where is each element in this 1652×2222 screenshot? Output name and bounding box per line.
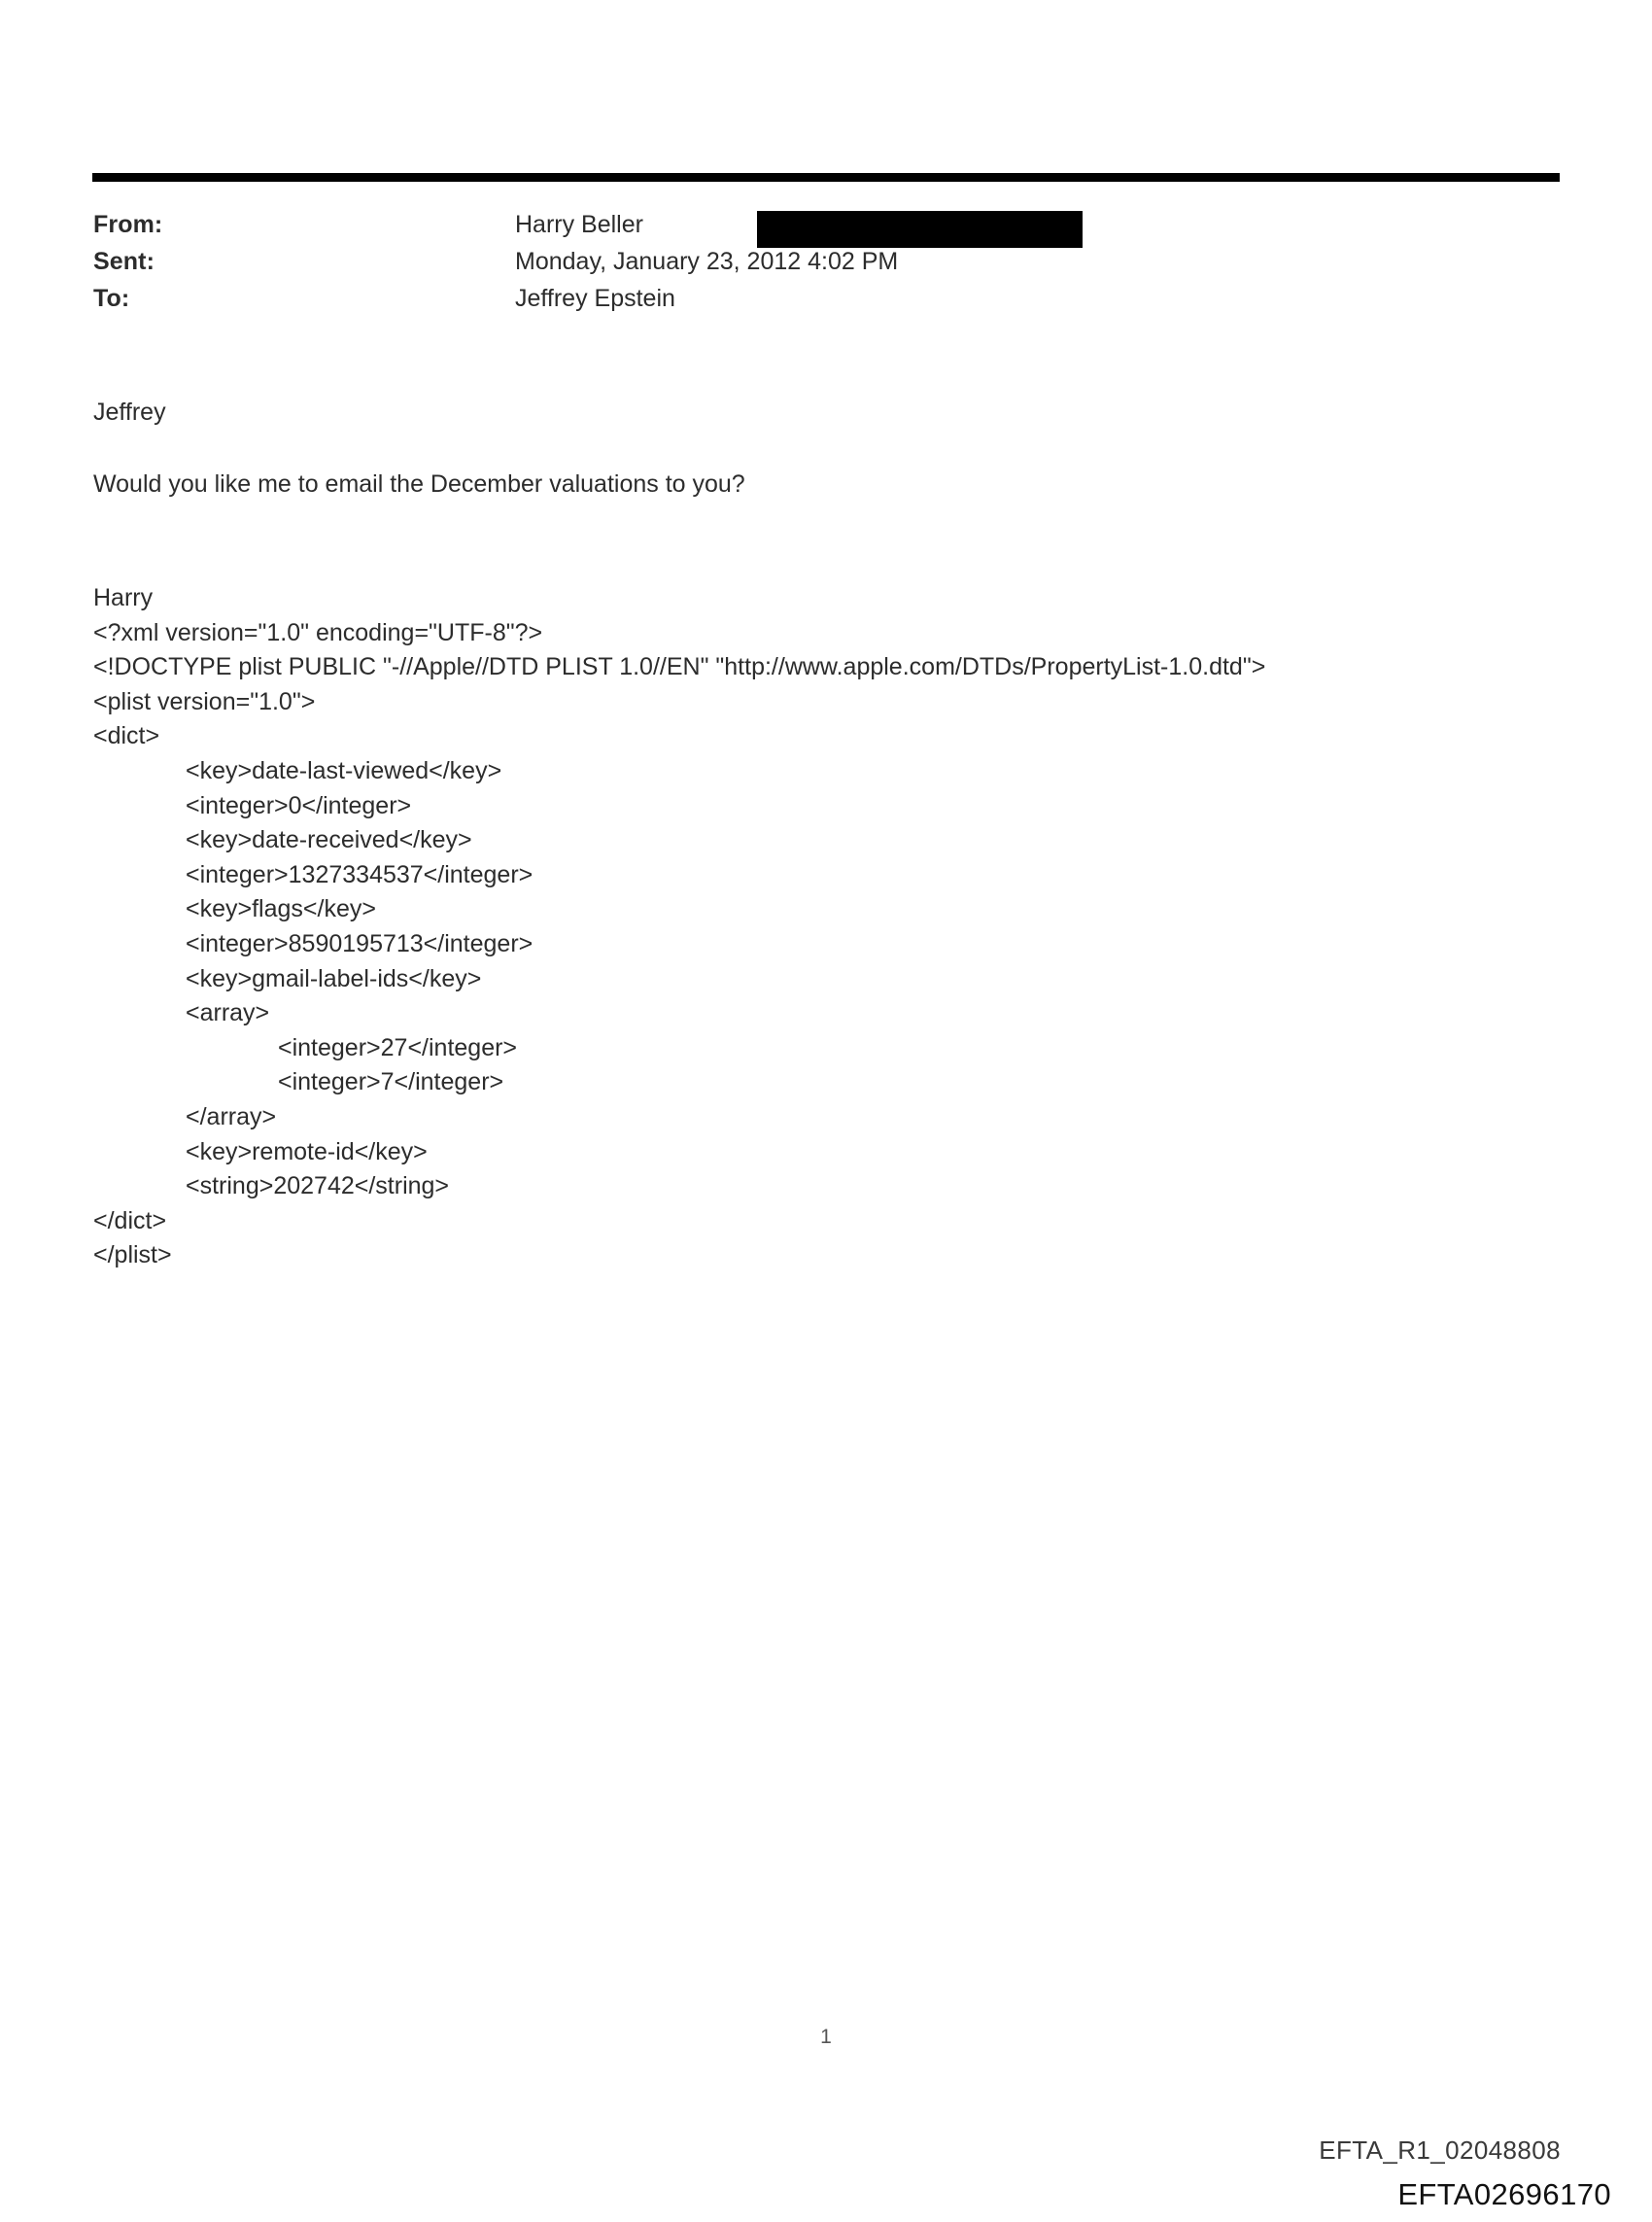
header-divider-rule <box>92 173 1560 182</box>
plist-line: <array> <box>186 999 270 1027</box>
body-salutation: Jeffrey <box>93 399 166 426</box>
plist-line: </dict> <box>93 1206 167 1234</box>
plist-line: <?xml version="1.0" encoding="UTF-8"?> <box>93 618 543 646</box>
header-row-from <box>93 206 1454 243</box>
plist-line: <string>202742</string> <box>186 1172 450 1200</box>
body-signature: Harry <box>93 584 154 611</box>
plist-line: <integer>8590195713</integer> <box>186 929 533 957</box>
plist-line: <key>gmail-label-ids</key> <box>186 964 482 992</box>
page-number: 1 <box>820 2026 832 2048</box>
plist-line: <integer>7</integer> <box>278 1068 504 1096</box>
from-value: Harry Beller <box>515 211 643 238</box>
sent-value: Monday, January 23, 2012 4:02 PM <box>515 248 899 275</box>
header-row-to <box>93 280 1454 317</box>
plist-line: </plist> <box>93 1241 172 1269</box>
plist-line: <integer>27</integer> <box>278 1033 518 1061</box>
plist-line: <!DOCTYPE plist PUBLIC "-//Apple//DTD PLIST 1.0//EN" "http://www.apple.com/DTDs/PropertyList-1.0.dtd"> <box>93 653 1266 681</box>
email-body <box>93 395 1502 503</box>
from-label: From: <box>93 211 163 238</box>
to-value: Jeffrey Epstein <box>515 285 675 312</box>
plist-line: <dict> <box>93 722 160 750</box>
plist-line: <plist version="1.0"> <box>93 687 316 715</box>
plist-lines <box>93 616 1551 1273</box>
header-row-sent <box>93 243 1454 280</box>
sent-label: Sent: <box>93 248 155 275</box>
plist-line: <key>date-received</key> <box>186 826 472 854</box>
body-message: Would you like me to email the December valuations to you? <box>93 470 745 498</box>
plist-line: <key>remote-id</key> <box>186 1137 428 1165</box>
plist-line: <integer>1327334537</integer> <box>186 860 533 888</box>
plist-line: <integer>0</integer> <box>186 791 412 819</box>
email-header <box>93 206 1454 317</box>
body-spacer-1 <box>93 431 1502 467</box>
plist-line: </array> <box>186 1102 277 1130</box>
bates-stamp-secondary: EFTA02696170 <box>1397 2177 1611 2211</box>
plist-line: <key>date-last-viewed</key> <box>186 756 502 784</box>
bates-stamp-primary: EFTA_R1_02048808 <box>1319 2135 1561 2165</box>
plist-line: <key>flags</key> <box>186 895 376 923</box>
to-label: To: <box>93 285 130 312</box>
plist-code-block <box>93 581 1551 1273</box>
